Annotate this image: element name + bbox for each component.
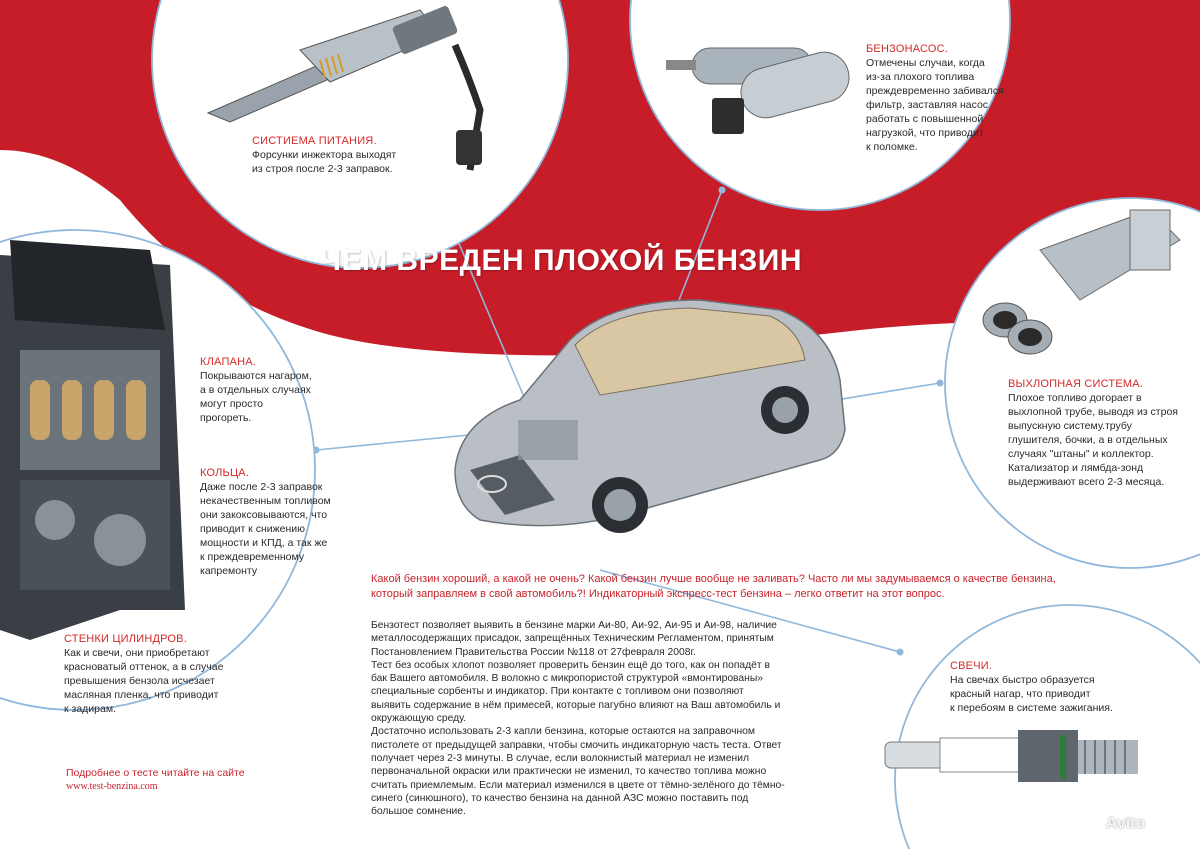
body-line: металлосодержащих присадок, запрещённых Техническим Регламентом, принятым [371, 633, 774, 645]
fuel-pump-line: фильтр, заставляя насос [866, 99, 989, 111]
cylinders-line: масляная пленка, что приводит [64, 689, 219, 701]
exhaust-line: выхлопной трубе, выводя из строя [1008, 406, 1178, 418]
exhaust-line: Катализатор и лямбда-зонд [1008, 462, 1144, 474]
plugs-block [950, 659, 1113, 715]
exhaust-heading: ВЫХЛОПНАЯ СИСТЕМА. [1008, 378, 1144, 390]
body-text [371, 619, 791, 818]
footer-block [66, 766, 245, 794]
body-line: окружающую среду. [371, 713, 467, 725]
fuel-pump-line: из-за плохого топлива [866, 71, 975, 83]
exhaust-line: глушителя, бочки, а в отдельных [1008, 434, 1168, 446]
rings-line: Даже после 2-3 заправок [200, 481, 323, 493]
fuel-system-block [252, 134, 396, 176]
exhaust-line: выдерживают всего 2-3 месяца. [1008, 476, 1165, 488]
body-line: Достаточно использовать 2-3 капли бензина, которые остаются на заправочном [371, 726, 755, 738]
body-line: пистолете от предыдущей заправки, чтобы смочить индикаторную часть теста. Ответ [371, 739, 782, 751]
body-line: синего (синюшного), то качество бензина на данной АЗС можно поставить под [371, 792, 749, 804]
rings-block [200, 466, 331, 578]
rings-line: приводит к снижению [200, 523, 306, 535]
fuel-system-line: из строя после 2-3 заправок. [252, 163, 393, 175]
rings-line: некачественным топливом [200, 495, 331, 507]
exhaust-line: Плохое топливо догорает в [1008, 392, 1142, 404]
valves-line: прогореть. [200, 412, 252, 424]
plugs-heading: СВЕЧИ. [950, 660, 993, 672]
spark-plug-circle [895, 605, 1200, 849]
intro-block [371, 572, 1056, 602]
rings-line: к преждевременному [200, 551, 305, 563]
fuel-system-line: Форсунки инжектора выходят [252, 149, 397, 161]
body-line: получает через 2-3 минуты. В случае, если волокнистый материал не изменил [371, 752, 750, 764]
valves-line: могут просто [200, 398, 264, 410]
exhaust-block [1008, 377, 1178, 489]
valves-block [200, 355, 312, 425]
cylinders-line: Как и свечи, они приобретают [64, 647, 210, 659]
body-line: бак Вашего автомобиля. В волокно с микропористой структурой «вмонтированы» [371, 673, 763, 685]
rings-heading: КОЛЬЦА. [200, 467, 250, 479]
exhaust-line: случаях "штаны" и коллектор. [1008, 448, 1154, 460]
cylinders-heading: СТЕНКИ ЦИЛИНДРОВ. [64, 633, 187, 645]
fuel-pump-line: Отмечены случаи, когда [866, 57, 985, 69]
exhaust-line: выпускную систему.трубу [1008, 420, 1132, 432]
fuel-pump-line: работать с повышенной [866, 113, 984, 125]
plugs-line: красный нагар, что приводит [950, 688, 1091, 700]
fuel-pump-line: к поломке. [866, 141, 918, 153]
fuel-system-heading: СИСТИЕМА ПИТАНИЯ. [252, 135, 377, 147]
footer-site-link[interactable]: www.test-benzina.com [66, 781, 158, 792]
body-line: Бензотест позволяет выявить в бензине марки Аи-80, Аи-92, Аи-95 и Аи-98, наличие [371, 620, 777, 631]
plugs-line: На свечах быстро образуется [950, 674, 1095, 686]
page-title: ЧЕМ ВРЕДЕН ПЛОХОЙ БЕНЗИН [320, 244, 803, 277]
valves-line: Покрываются нагаром, [200, 370, 312, 382]
body-line: выявить содержание в нём примесей, которые пагубно влияют на Ваш автомобиль и [371, 699, 781, 711]
body-line: большое сомнение. [371, 806, 466, 818]
fuel-pump-line: преждевременно забивался [866, 85, 1004, 97]
engine-image [0, 240, 185, 640]
intro-line: который заправляем в свой автомобиль?! Индикаторный экспресс-тест бензина – легко ответит на этот вопрос. [371, 588, 945, 600]
body-line: специальные сорбенты и индикатор. При контакте с топливом они позволяют [371, 686, 744, 698]
rings-line: они закоксовываются, что [200, 509, 328, 521]
watermark: Avito [1106, 815, 1146, 832]
rings-line: капремонту [200, 565, 258, 577]
valves-heading: КЛАПАНА. [200, 356, 257, 368]
cylinders-line: превышения бензола исчезает [64, 675, 215, 687]
cylinders-line: к задирам. [64, 703, 116, 715]
body-line: Постановлением Правительства России №118 от 27февраля 2008г. [371, 646, 696, 658]
rings-line: мощности и КПД, а так же [200, 537, 328, 549]
plugs-line: к перебоям в системе зажигания. [950, 702, 1113, 714]
body-line: первоначальной окраски или практически не изменил, то качество топлива можно [371, 766, 767, 778]
cylinders-block [64, 632, 223, 716]
body-line: считать приемлемым. Если материал изменился в цвете от тёмно-зелёного до тёмно- [371, 779, 785, 791]
body-line: Тест без особых хлопот позволяет проверить бензин ещё до того, как он попадёт в [371, 659, 770, 671]
cylinders-line: красноватый оттенок, а в случае [64, 661, 224, 673]
fuel-pump-block [866, 42, 1004, 154]
intro-line: Какой бензин хороший, а какой не очень? Какой бензин лучше вообще не заливать? Часто ли мы задумываемся о качестве бензина, [371, 573, 1056, 585]
fuel-pump-line: нагрузкой, что приводит [866, 127, 984, 139]
fuel-pump-heading: БЕНЗОНАСОС. [866, 43, 949, 55]
footer-more: Подробнее о тесте читайте на сайте [66, 767, 245, 779]
valves-line: а в отдельных случаях [200, 384, 311, 396]
